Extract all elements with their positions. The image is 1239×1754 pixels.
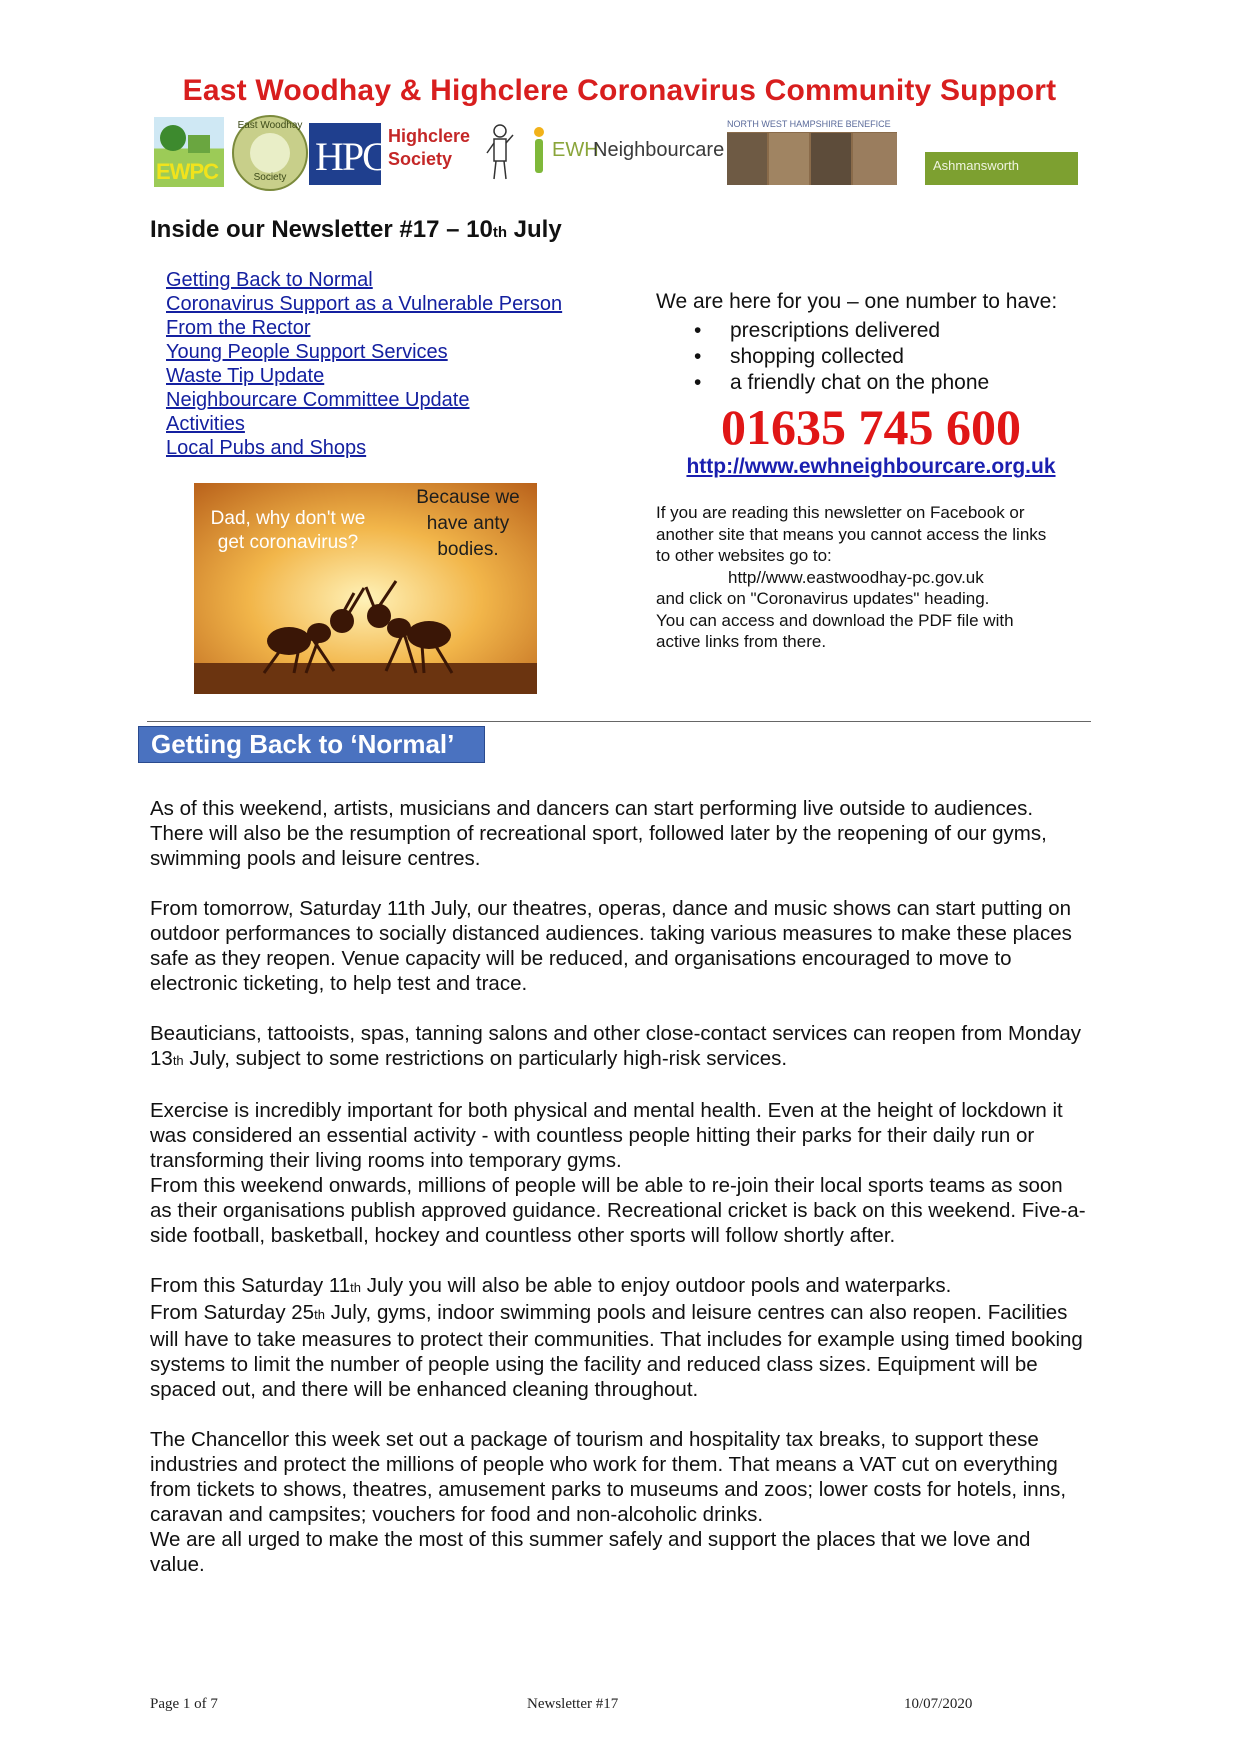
- church-photo: [853, 133, 897, 185]
- heading-text: Inside our Newsletter #17 – 10: [150, 216, 493, 243]
- toc-link-getting-back[interactable]: Getting Back to Normal: [166, 269, 373, 291]
- table-of-contents: [166, 268, 562, 460]
- services-list: [656, 318, 989, 396]
- toc-link-pubs-shops[interactable]: Local Pubs and Shops: [166, 437, 367, 459]
- toc-item: [166, 316, 562, 340]
- paragraph-text: July you will also be able to enjoy outdoor pools and waterparks.: [361, 1274, 952, 1297]
- toc-link-rector[interactable]: From the Rector: [166, 317, 311, 339]
- hpc-logo: [309, 123, 387, 185]
- north-west-hampshire-benefice-logo: [727, 119, 897, 185]
- toc-link-waste-tip[interactable]: Waste Tip Update: [166, 365, 325, 387]
- hpc-logo-text: HPC: [315, 134, 387, 179]
- service-text: prescriptions delivered: [730, 319, 941, 342]
- facebook-note: [656, 502, 1096, 653]
- newsletter-title: East Woodhay & Highclere Coronavirus Community Support: [182, 74, 1057, 107]
- service-item: [656, 344, 989, 370]
- section-heading-getting-back: Getting Back to ‘Normal’: [138, 726, 485, 763]
- tree-icon: [160, 125, 186, 151]
- note-line: active links from there.: [656, 632, 827, 651]
- toc-item: [166, 292, 562, 316]
- paragraph: [150, 1273, 1090, 1402]
- service-text: a friendly chat on the phone: [730, 371, 990, 394]
- toc-item: [166, 340, 562, 364]
- article-body: [150, 796, 1090, 1602]
- service-text: shopping collected: [730, 345, 904, 368]
- toc-link-activities[interactable]: Activities: [166, 413, 245, 435]
- paragraph-text: We are all urged to make the most of this summer safely and support the places that we love and value.: [150, 1528, 1031, 1576]
- paragraph: [150, 1021, 1090, 1073]
- bullet-icon: •: [694, 345, 702, 368]
- toc-item: [166, 412, 562, 436]
- east-woodhay-society-logo: [232, 115, 308, 191]
- ews-logo-bottom-text: Society: [253, 172, 287, 183]
- paragraph-text: The Chancellor this week set out a package of tourism and hospitality tax breaks, to support these industries and protect the millions of people who work for them. That means a VAT cut on everything from tickets to shows, theatres, amusement parks to museums and zoos; lower costs for hotels, inns, caravan and campsites; vouchers for food and non-alcoholic drinks.: [150, 1428, 1067, 1526]
- ewpc-logo-text: EWPC: [156, 159, 218, 184]
- ewh-name: Neighbourcare: [593, 139, 725, 161]
- footer-newsletter-number: Newsletter #17: [527, 1696, 619, 1712]
- ordinal-suffix: th: [172, 1053, 184, 1068]
- church-photo: [727, 133, 767, 185]
- contact-intro: We are here for you – one number to have:: [656, 290, 1058, 313]
- bullet-icon: •: [694, 371, 702, 394]
- toc-item: [166, 364, 562, 388]
- highclere-line2: Society: [388, 149, 453, 169]
- paragraph-text: July, gyms, indoor swimming pools and leisure centres can also reopen. Facilities will have to take measures to protect their communities. That includes for example using timed booking systems to limit the number of people using the facility and reduced class sizes. Equipment will be spaced out, and there will be enhanced cleaning throughout.: [150, 1301, 1083, 1401]
- nwhb-text: NORTH WEST HAMPSHIRE BENEFICE: [727, 119, 897, 132]
- phone-number: 01635 745 600: [721, 399, 1021, 455]
- inside-newsletter-heading: [150, 216, 562, 244]
- paragraph: From tomorrow, Saturday 11th July, our theatres, operas, dance and music shows can start putting on outdoor performances to socially distanced audiences. taking various measures to make these places safe as they reopen. Venue capacity will be reduced, and organisations encouraged to move to electronic ticketing, to help test and trace.: [150, 897, 1072, 995]
- speech-right: [408, 485, 528, 563]
- church-photo: [811, 133, 851, 185]
- paragraph-text: July, subject to some restrictions on particularly high-risk services.: [183, 1047, 788, 1070]
- toc-link-neighbourcare-committee[interactable]: Neighbourcare Committee Update: [166, 389, 470, 411]
- note-line: and click on "Coronavirus updates" heading.: [656, 589, 990, 608]
- heading-month: July: [507, 216, 562, 243]
- service-item: [656, 370, 989, 396]
- service-item: [656, 318, 989, 344]
- paragraph: As of this weekend, artists, musicians and dancers can start performing live outside to audiences. There will also be the resumption of recreational sport, followed later by the reopening of our gyms, swimming pools and leisure centres.: [150, 797, 1047, 870]
- paragraph: [150, 1098, 1090, 1248]
- ews-emblem: [250, 133, 290, 173]
- note-line: You can access and download the PDF file with: [656, 610, 1014, 630]
- ants-cartoon-image: [194, 483, 537, 694]
- footer-date: 10/07/2020: [904, 1696, 973, 1712]
- paragraph-text: From this weekend onwards, millions of people will be able to re-join their local sports teams as soon as their organisations publish approved guidance. Recreational cricket is back on this weekend. Five-a-side football, basketball, hockey and countless other sports will follow shortly after.: [150, 1174, 1086, 1247]
- note-url: http//www.eastwoodhay-pc.gov.uk: [728, 567, 984, 587]
- paragraph-text: From this Saturday 11: [150, 1274, 351, 1297]
- speech-right-line1: Because we: [416, 487, 520, 508]
- speech-right-line3: bodies.: [437, 539, 499, 560]
- speech-left: [200, 507, 376, 555]
- paragraph: [150, 1427, 1090, 1577]
- ordinal-suffix: th: [350, 1280, 361, 1295]
- toc-link-vulnerable-person[interactable]: Coronavirus Support as a Vulnerable Person: [166, 293, 563, 315]
- neighbourcare-website-link[interactable]: http://www.ewhneighbourcare.org.uk: [686, 455, 1056, 478]
- bullet-icon: •: [694, 319, 702, 342]
- highclere-line1: Highclere: [388, 126, 471, 146]
- ashmansworth-text: Ashmansworth: [933, 158, 1019, 173]
- speech-left-line2: get coronavirus?: [217, 532, 359, 553]
- note-line: to other websites go to:: [656, 546, 832, 565]
- church-photo: [769, 133, 809, 185]
- ashmansworth-logo: [925, 152, 1078, 185]
- note-line: another site that means you cannot access the links: [656, 524, 1047, 544]
- speech-right-line2: have anty: [426, 513, 510, 534]
- person-icon: [530, 125, 548, 175]
- section-divider: [147, 721, 1091, 722]
- toc-item: [166, 388, 562, 412]
- footer-page-number: Page 1 of 7: [150, 1696, 218, 1712]
- ewpc-logo: [154, 117, 224, 187]
- paragraph-text: Beauticians, tattooists, spas, tanning salons and other close-contact services can reopen from Monday 13: [150, 1022, 1081, 1070]
- speech-left-line1: Dad, why don't we: [210, 508, 366, 529]
- note-line: If you are reading this newsletter on Facebook or: [656, 503, 1025, 522]
- building-icon: [188, 135, 210, 153]
- ordinal-suffix: th: [314, 1307, 325, 1322]
- ewh-prefix: EWH: [552, 139, 599, 161]
- highclere-society-logo: [388, 125, 470, 171]
- ewh-neighbourcare-logo: [530, 125, 725, 177]
- toc-item: [166, 268, 562, 292]
- heading-suffix: th: [492, 224, 507, 241]
- figure-logo-icon: [485, 123, 515, 181]
- paragraph-text: Exercise is incredibly important for both physical and mental health. Even at the height of lockdown it was considered an essential activity - with countless people hitting their parks for their daily run or transforming their living rooms into temporary gyms.: [150, 1099, 1063, 1172]
- ews-logo-top-text: East Woodhay: [237, 120, 303, 131]
- paragraph-text: From Saturday 25: [150, 1301, 315, 1324]
- toc-link-young-people[interactable]: Young People Support Services: [166, 341, 448, 363]
- toc-item: [166, 436, 562, 460]
